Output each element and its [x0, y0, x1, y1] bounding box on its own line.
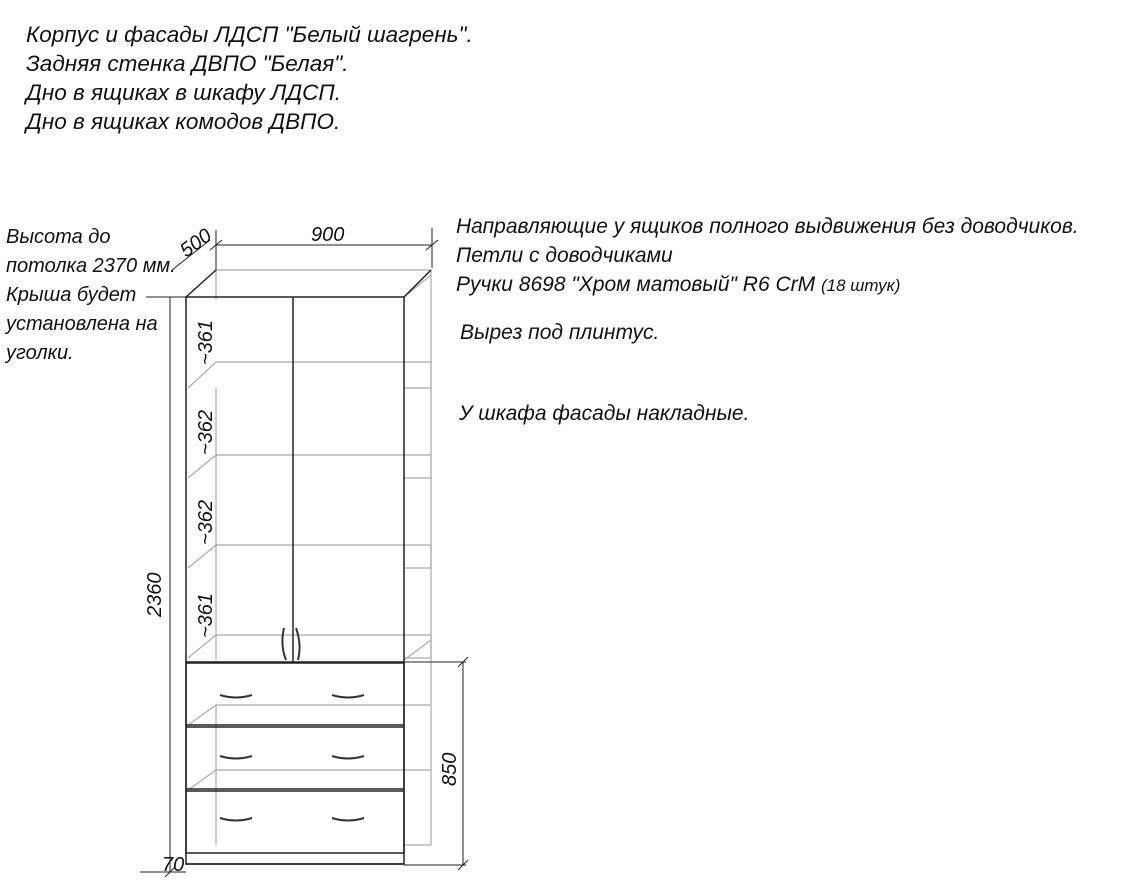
note-ceiling-line-2: потолка 2370 мм.: [6, 255, 176, 277]
dim-height: 2360: [144, 572, 166, 617]
dim-width: 900: [311, 224, 345, 246]
drawer-top: [186, 663, 404, 725]
note-ceiling-line-4: установлена на: [6, 313, 158, 335]
note-ceiling-line-3: Крыша будет: [6, 284, 137, 306]
note-drawer-bottom-wardrobe: Дно в ящиках в шкафу ЛДСП.: [26, 80, 341, 105]
drawer-handle: [332, 756, 364, 759]
note-plinth-cutout: Вырез под плинтус.: [460, 321, 660, 344]
drawer-bottom: [186, 791, 404, 853]
note-body-material: Корпус и фасады ЛДСП "Белый шагрень".: [26, 22, 473, 47]
dim-shelf-gap-4: ~361: [195, 592, 217, 638]
drawer-middle: [186, 727, 404, 789]
note-overlay-facades: У шкафа фасады накладные.: [459, 402, 750, 425]
note-drawer-bottom-chest: Дно в ящиках комодов ДВПО.: [26, 109, 341, 134]
drawer-handle: [220, 756, 252, 759]
drawer-handle: [220, 695, 252, 698]
cabinet-back-outline: [188, 270, 431, 845]
note-ceiling-line-1: Высота до: [6, 226, 111, 248]
note-hinges: Петли с доводчиками: [456, 244, 673, 267]
dimension-lines: [140, 228, 468, 877]
dim-plinth: 70: [162, 854, 185, 876]
note-back-panel: Задняя стенка ДВПО "Белая".: [26, 51, 349, 76]
dim-shelf-gap-2: ~362: [195, 409, 217, 455]
note-handles-main: Ручки 8698 "Хром матовый" R6 CrM: [456, 273, 816, 296]
dim-shelf-gap-3: ~362: [195, 499, 217, 545]
dim-chest-height: 850: [439, 752, 461, 786]
dim-shelf-gap-1: ~361: [195, 319, 217, 365]
drawer-handle: [332, 695, 364, 698]
door-handle-right: [296, 628, 300, 660]
door-handle-left: [282, 628, 286, 660]
drawer-handle: [332, 818, 364, 821]
dim-depth: 500: [176, 224, 216, 263]
drawer-handle: [220, 818, 252, 821]
note-ceiling-line-5: уголки.: [6, 342, 74, 364]
cabinet-front: [186, 270, 431, 864]
note-handles-count: (18 штук): [820, 276, 901, 295]
note-drawer-runners: Направляющие у ящиков полного выдвижения без доводчиков.: [456, 215, 1079, 238]
